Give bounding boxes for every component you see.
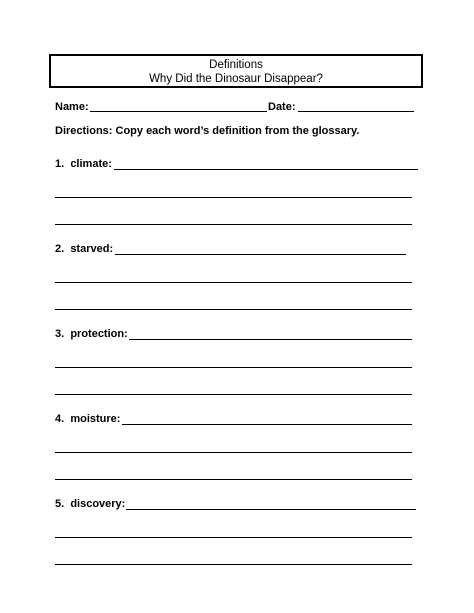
item-word: climate:: [70, 158, 112, 170]
item-word: protection:: [70, 328, 128, 340]
definition-line[interactable]: [126, 509, 416, 510]
item-number: 2.: [55, 243, 65, 255]
definition-line[interactable]: [55, 224, 412, 225]
definition-line[interactable]: [55, 537, 412, 538]
date-field[interactable]: [298, 111, 414, 112]
definition-line[interactable]: [115, 254, 406, 255]
item-2-label: [55, 242, 113, 256]
definition-line[interactable]: [55, 197, 412, 198]
definition-line[interactable]: [55, 394, 412, 395]
definition-line[interactable]: [114, 169, 418, 170]
item-word: moisture:: [70, 413, 121, 425]
item-1-label: [55, 157, 112, 171]
definition-line[interactable]: [55, 309, 412, 310]
worksheet-title-box: [49, 54, 423, 88]
item-number: 1.: [55, 158, 65, 170]
name-field[interactable]: [90, 111, 267, 112]
directions-text: Directions: Copy each word’s definition from the glossary.: [55, 125, 360, 137]
definition-line[interactable]: [55, 452, 412, 453]
item-word: discovery:: [70, 498, 126, 510]
definition-line[interactable]: [55, 282, 412, 283]
date-label: Date:: [268, 101, 296, 113]
name-label: Name:: [55, 101, 89, 113]
worksheet-subtitle: Why Did the Dinosaur Disappear?: [149, 73, 323, 85]
definition-line[interactable]: [55, 479, 412, 480]
item-number: 3.: [55, 328, 65, 340]
item-3-label: [55, 327, 128, 341]
item-number: 4.: [55, 413, 65, 425]
definition-line[interactable]: [55, 564, 412, 565]
item-number: 5.: [55, 498, 65, 510]
definition-line[interactable]: [55, 367, 412, 368]
item-5-label: [55, 497, 125, 511]
definition-line[interactable]: [129, 339, 412, 340]
item-4-label: [55, 412, 120, 426]
item-word: starved:: [70, 243, 114, 255]
worksheet-title: Definitions: [209, 59, 263, 71]
definition-line[interactable]: [122, 424, 412, 425]
